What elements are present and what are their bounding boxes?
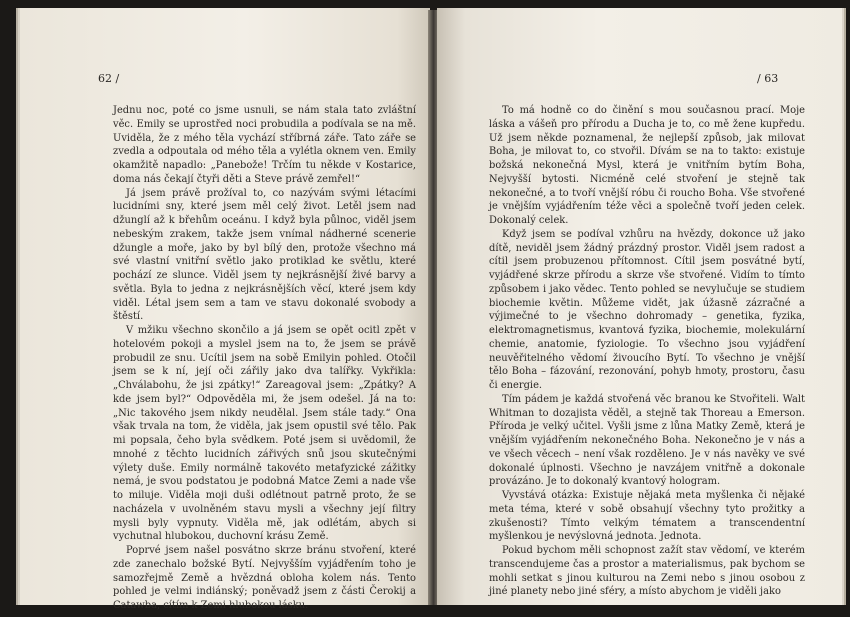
right-page-number: / 63 [757, 72, 779, 85]
paragraph: Vyvstává otázka: Existuje nějaká meta myšlenka či nějaké meta téma, které v sobě obsahují všechny tyto prožitky a zkušenosti? Tímto velkým tématem a transcendentní myšlenkou je nevýslovná jednota. Jednota. [489, 490, 805, 543]
paragraph: V mžiku všechno skončilo a já jsem se opět ocitl zpět v hotelovém pokoji a myslel jsem na to, že jsem se právě probudil ze snu. Ucítil jsem na sobě Emilyin pohled. Otočil jsem se k ní, její oči zářily jako dva talířky. Vykřikla: „Chválabohu, že jsi zpátky!“ Zareagoval jsem: „Zpátky? A kde jsem byl?“ Odpověděla mi, že jsem odešel. Já na to: „Nic takového jsem nikdy neudělal. Jsem stále tady.“ Ona však trvala na tom, že viděla, jak jsem opustil své tělo. Pak mi popsala, čeho byla svědkem. Poté jsem si uvědomil, že mnohé z těchto lucidních zářivých snů jsou skutečnými výlety duše. Emily normálně takovéto metafyzické zážitky nemá, je svou podstatou je podobná Matce Zemi a nade vše to miluje. Viděla moji duši odlétnout patrně proto, že se nacházela v uvolněném stavu mysli a všechny její filtry mysli byly vypnuty. Viděla mě, jak odlétám, abych si vychutnal hlubokou, duchovní krásu Země. [113, 325, 416, 543]
left-page-number: 62 / [98, 72, 120, 85]
paragraph: Já jsem právě prožíval to, co nazývám svými létacími lucidními sny, které jsem měl celý život. Letěl jsem nad džunglí až k břehům oceánu. I když byla půlnoc, viděl jsem nebeským zrakem, takže jsem vnímal nádherné scenerie džungle a moře, jako by byl bílý den, protože všechno má své vlastní vnitřní světlo jako protiklad ke světlu, které pochází ze slunce. Viděl jsem ty nejkrásnější živé barvy a světla. Byla to jedna z nejkrásnějších věcí, které jsem kdy viděl. Létal jsem sem a tam ve stavu dokonalé svobody a štěstí. [113, 187, 416, 323]
paragraph: Když jsem se podíval vzhůru na hvězdy, dokonce už jako dítě, neviděl jsem žádný prázdný prostor. Viděl jsem radost a cítil jsem probuzenou přítomnost. Cítil jsem posvátné bytí, vyjádřené skrze přírodu a skrze vše stvořené. Vidím to tímto způsobem i jako vědec. Tento pohled se nevylučuje se studiem biochemie květin. Můžeme vidět, jak úžasně zázračné a výjimečné to je všechno dohromady – genetika, fyzika, elektromagnetismus, kvantová fyzika, biochemie, molekulární chemie, anatomie, fyziologie. To všechno jsou vyjádření neuvěřitelného vědomí živoucího Bytí. To všechno je vnější tělo Boha – fázování, rezonování, pohyb hmoty, prostoru, času či energie. [489, 228, 805, 391]
paragraph: Pokud bychom měli schopnost zažít stav vědomí, ve kterém transcendujeme čas a prostor a materialismus, pak bychom se mohli setkat s jinou kulturou na Zemi nebo s jinou osobou z jiné planety nebo jiné sféry, a místo abychom je viděli jako [489, 545, 805, 598]
left-page-text [113, 104, 416, 613]
paragraph: To má hodně co do činění s mou současnou prací. Moje láska a vášeň pro přírodu a Ducha je to, co mě žene kupředu. Už jsem někde poznamenal, že nejlepší způsob, jak milovat Boha, je milovat to, co stvořil. Dívám se na to takto: existuje božská nekonečná Mysl, která je vnitřním bytím Boha, Nejvyšší bytosti. Nicméně celé stvoření je stejně tak nekonečné, a to tvoří vnější róbu či roucho Boha. Vše stvořené je vnějším vyjádřením téže věci a společně tvoří jeden celek. Dokonalý celek. [489, 105, 805, 226]
paragraph: Poprvé jsem našel posvátno skrze bránu stvoření, které zde zanechalo božské Bytí. Nejvyšším vyjádřením toho je samozřejmě Země a hvězdná obloha kolem nás. Tento pohled je velmi indiánský; poněvadž jsem z části Čerokij a Catawba, cítím k Zemi hlubokou lásku. [113, 545, 416, 611]
right-page [437, 8, 842, 605]
paragraph: Jednu noc, poté co jsme usnuli, se nám stala tato zvláštní věc. Emily se uprostřed noci probudila a podívala se na mě. Uviděla, že z mého těla vychází stříbrná záře. Tato záře se zvedla a odpoutala od mého těla a vylétla oknem ven. Emily okamžitě napadlo: „Panebože! Trčím tu někde v Kostarice, doma nás čekají čtyři děti a Steve právě zemřel!“ [113, 105, 416, 185]
right-page-text [489, 104, 805, 599]
left-page [20, 8, 430, 611]
paragraph: Tím pádem je každá stvořená věc branou ke Stvořiteli. Walt Whitman to dozajista věděl, a stejně tak Thoreau a Emerson. Příroda je velký učitel. Vyšli jsme z lůna Matky Země, která je vnějším vyjádřením nekonečného Boha. Nekonečno je v nás a ve všech věcech – není však rozděleno. Je v nás navěky ve své dokonalé úplnosti. Všechno je navzájem vnitřně a dokonale provázáno. Je to dokonalý kvantový hologram. [489, 393, 805, 488]
